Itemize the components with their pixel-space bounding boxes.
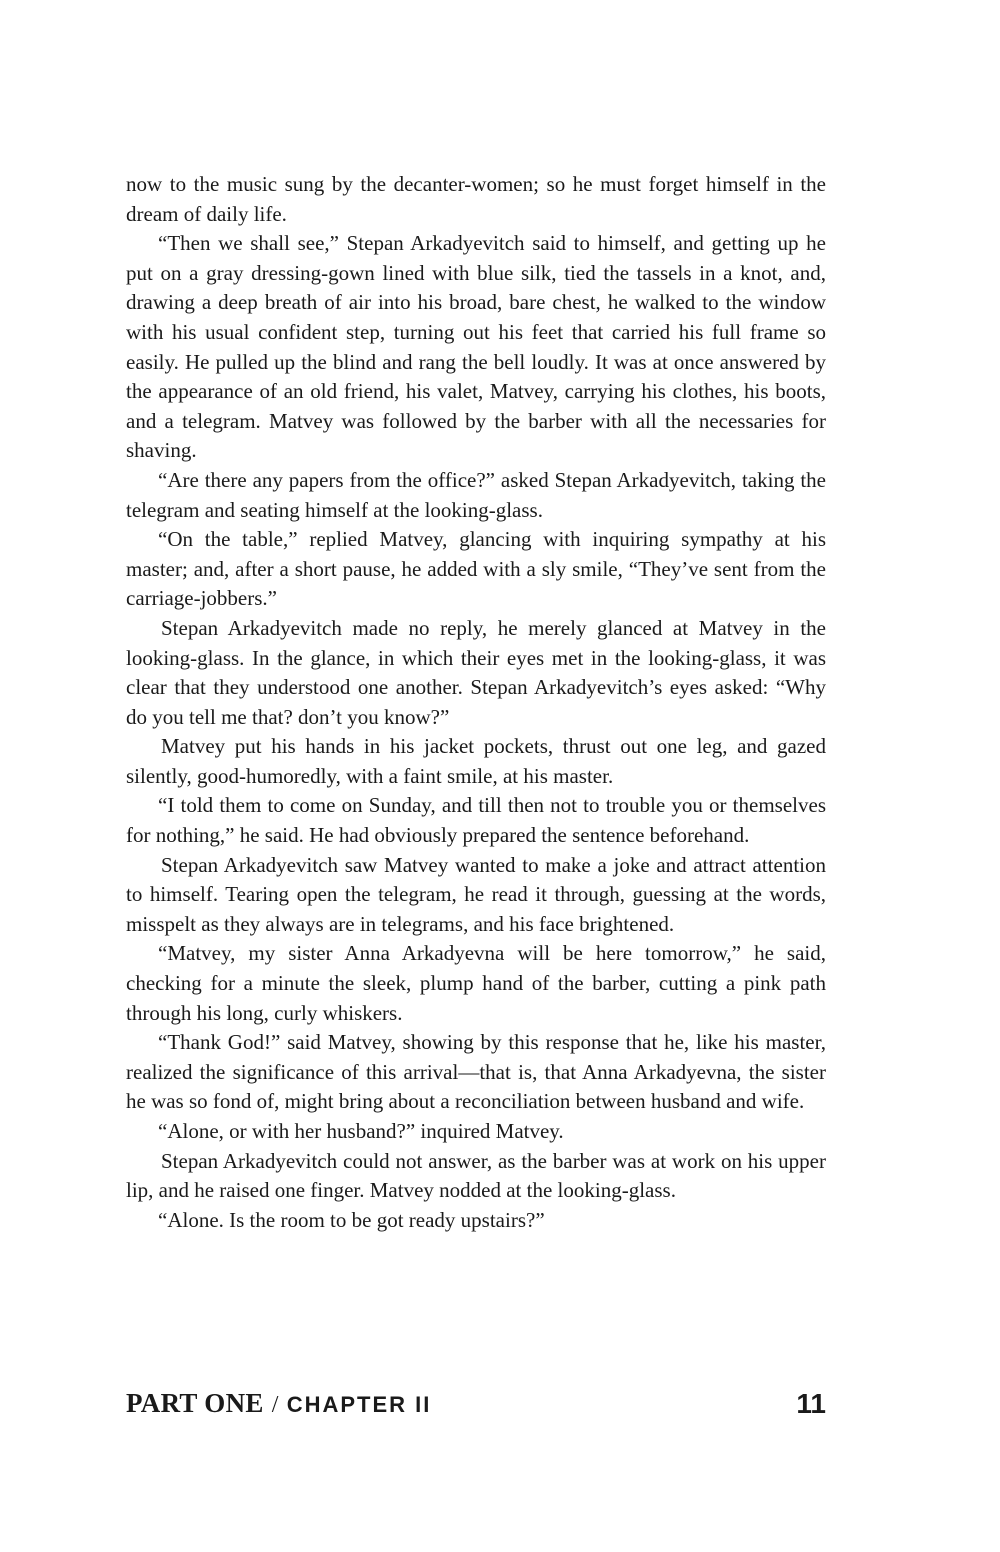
footer-separator: /: [271, 1392, 279, 1418]
paragraph: “Thank God!” said Matvey, showing by this response that he, like his master, realized the significance of this arrival—that is, that Anna Arkadyevna, the sister he was so fond of, might bring about a reconciliation between husband and wife.: [126, 1030, 826, 1114]
page-number: 11: [796, 1388, 826, 1419]
paragraph: Stepan Arkadyevitch made no reply, he merely glanced at Matvey in the looking-glass. In the glance, in which their eyes met in the looking-glass, it was clear that they understood one another. Stepan Arkadyevitch’s eyes asked: “Why do you tell me that? don’t you know?”: [126, 615, 826, 729]
page-body: [126, 170, 826, 1235]
chapter-title: CHAPTER II: [286, 1392, 432, 1417]
paragraph: Matvey put his hands in his jacket pockets, thrust out one leg, and gazed silently, good-humoredly, with a faint smile, at his master.: [126, 734, 826, 788]
paragraph: “Alone, or with her husband?” inquired Matvey.: [158, 1119, 564, 1143]
paragraph: now to the music sung by the decanter-women; so he must forget himself in the dream of daily life.: [126, 172, 826, 226]
paragraph: Stepan Arkadyevitch saw Matvey wanted to make a joke and attract attention to himself. Tearing open the telegram, he read it through, guessing at the words, misspelt as they always are in telegrams, and his face brightened.: [126, 852, 826, 936]
paragraph: “Matvey, my sister Anna Arkadyevna will be here tomorrow,” he said, checking for a minute the sleek, plump hand of the barber, cutting a pink path through his long, curly whiskers.: [126, 941, 826, 1025]
running-footer: [126, 1388, 826, 1424]
paragraph: “Then we shall see,” Stepan Arkadyevitch said to himself, and getting up he put on a gray dressing-gown lined with blue silk, tied the tassels in a knot, and, drawing a deep breath of air into his broad, bare chest, he walked to the window with his usual confident step, turning out his feet that carried his full frame so easily. He pulled up the blind and rang the bell loudly. It was at once answered by the appearance of an old friend, his valet, Matvey, carrying his clothes, his boots, and a telegram. Matvey was followed by the barber with all the necessaries for shaving.: [126, 231, 826, 463]
paragraph: “On the table,” replied Matvey, glancing with inquiring sympathy at his master; and, after a short pause, he added with a sly smile, “They’ve sent from the carriage-jobbers.”: [126, 527, 826, 611]
paragraph: “I told them to come on Sunday, and till then not to trouble you or themselves for nothing,” he said. He had obviously prepared the sentence beforehand.: [126, 793, 826, 848]
paragraph: “Are there any papers from the office?” asked Stepan Arkadyevitch, taking the telegram and seating himself at the looking-glass.: [126, 467, 826, 522]
footer-section: [126, 1388, 431, 1419]
part-title: PART ONE: [126, 1388, 264, 1418]
paragraph: Stepan Arkadyevitch could not answer, as the barber was at work on his upper lip, and he raised one finger. Matvey nodded at the looking-glass.: [126, 1148, 826, 1203]
paragraph: “Alone. Is the room to be got ready upstairs?”: [158, 1207, 545, 1232]
